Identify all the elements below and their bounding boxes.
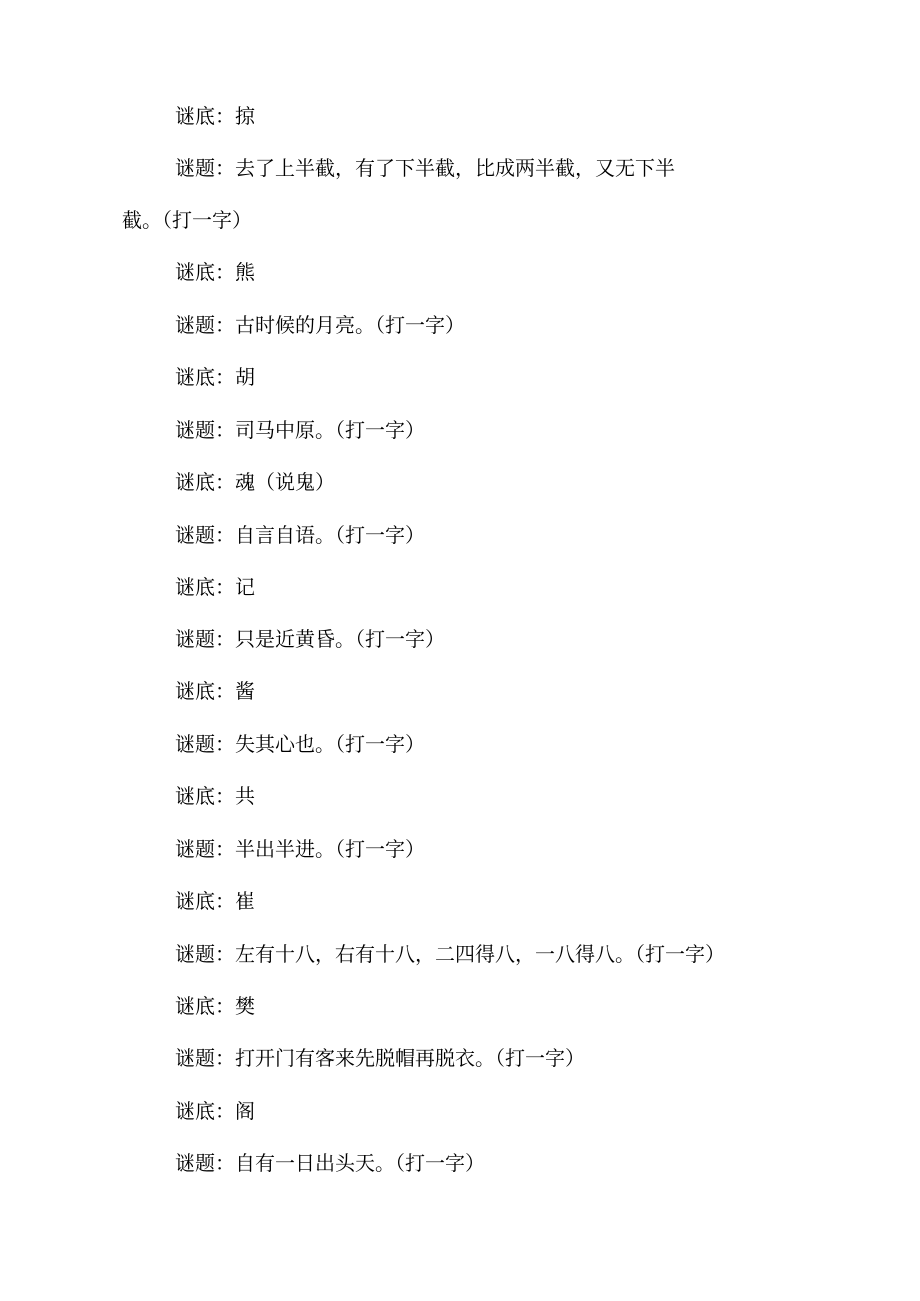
riddle-question: 谜题：古时候的月亮。（打一字） — [175, 313, 465, 337]
riddle-answer: 谜底：胡 — [175, 365, 255, 389]
riddle-question: 谜题：打开门有客来先脱帽再脱衣。（打一字） — [175, 1046, 585, 1070]
riddle-answer: 谜底：共 — [175, 784, 255, 808]
riddle-answer: 谜底：魂（说鬼） — [175, 470, 335, 494]
riddle-question: 谜题：去了上半截，有了下半截，比成两半截，又无下半 — [175, 156, 675, 180]
riddle-answer: 谜底：掠 — [175, 104, 255, 128]
riddle-answer: 谜底：樊 — [175, 994, 255, 1018]
riddle-question-continuation: 截。（打一字） — [122, 208, 252, 232]
riddle-question: 谜题：司马中原。（打一字） — [175, 418, 425, 442]
riddle-answer: 谜底：熊 — [175, 260, 255, 284]
riddle-question: 谜题：自有一日出头天。（打一字） — [175, 1151, 485, 1175]
riddle-answer: 谜底：记 — [175, 575, 255, 599]
riddle-answer: 谜底：崔 — [175, 889, 255, 913]
riddle-answer: 谜底：酱 — [175, 679, 255, 703]
riddle-question: 谜题：只是近黄昏。（打一字） — [175, 627, 445, 651]
riddle-answer: 谜底：阁 — [175, 1099, 255, 1123]
riddle-question: 谜题：半出半进。（打一字） — [175, 837, 425, 861]
riddle-question: 谜题：自言自语。（打一字） — [175, 523, 425, 547]
riddle-question: 谜题：左有十八，右有十八，二四得八，一八得八。（打一字） — [175, 942, 725, 966]
riddle-question: 谜题：失其心也。（打一字） — [175, 732, 425, 756]
